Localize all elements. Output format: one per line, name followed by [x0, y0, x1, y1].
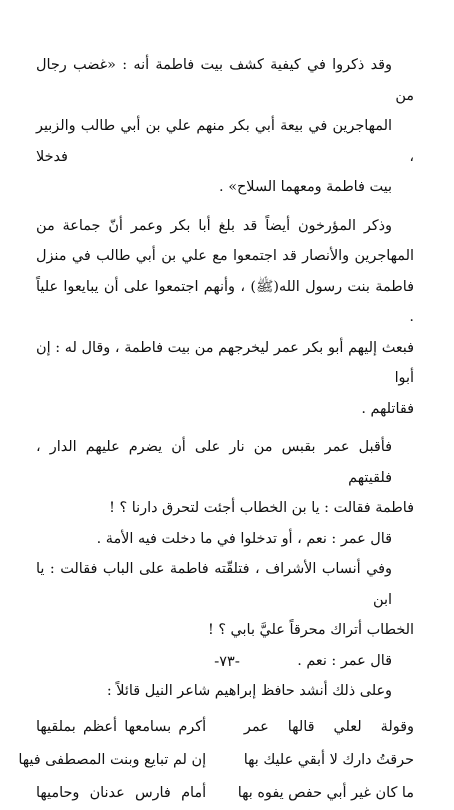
text-line: فبعث إليهم أبو بكر عمر ليخرجهم من بيت فاطمة ، وقال له : إن أبوا — [36, 339, 414, 386]
text-line: المهاجرين والأنصار قد اجتمعوا مع علي بن أبي طالب في منزل — [36, 248, 414, 264]
text-line: وفي أنساب الأشراف ، فتلقّته فاطمة على الباب فقالت : يا ابن — [36, 561, 392, 608]
paragraph-2 — [36, 211, 414, 425]
text-line: فأقبل عمر بقبس من نار على أن يضرم عليهم الدار ، فلقيتهم — [36, 439, 392, 486]
text-line: بيت فاطمة ومعهما السلاح» . — [219, 179, 392, 195]
paragraph-3 — [36, 432, 414, 524]
poem-verse — [36, 777, 414, 810]
text-line: قال عمر : نعم . — [297, 652, 392, 669]
verse-first-hemistich: حرقتُ دارك لا أبقي عليك بها — [243, 751, 414, 768]
text-line: فقاتلهم . — [361, 400, 414, 417]
poem — [18, 711, 414, 810]
paragraph-4 — [36, 524, 414, 555]
text-line: فاطمة فقالت : يا بن الخطاب أجئت لتحرق دارنا ؟ ! — [109, 500, 414, 516]
verse-first-hemistich: ما كان غير أبي حفص يفوه بها — [237, 784, 414, 801]
paragraph-5 — [36, 554, 414, 646]
text-line: فاطمة بنت رسول الله(ﷺ) ، وأنهم اجتمعوا على أن يبايعوا علياً . — [36, 278, 414, 325]
verse-second-hemistich: أمام فارس عدنان وحاميها — [36, 784, 207, 801]
text-line: وعلى ذلك أنشد حافظ إبراهيم شاعر النيل قائلاً : — [106, 683, 392, 699]
verse-second-hemistich: إن لم تبايع وبنت المصطفى فيها — [18, 751, 207, 768]
poem-verse — [36, 711, 414, 744]
text-line: الخطاب أتراك محرقاً عليَّ بابي ؟ ! — [207, 622, 414, 638]
page-number: -٧٣- — [214, 654, 240, 670]
poem-verse — [18, 744, 414, 777]
verse-second-hemistich: أكرم بسامعها أعظم بملقيها — [36, 718, 207, 735]
text-line: وقد ذكروا في كيفية كشف بيت فاطمة أنه : «غضب رجال من — [36, 57, 414, 104]
text-line: المهاجرين في بيعة أبي بكر منهم علي بن أبي طالب والزبير ، فدخلا — [36, 118, 414, 165]
text-line: قال عمر : نعم ، أو تدخلوا في ما دخلت فيه الأمة . — [96, 530, 392, 547]
paragraph-1 — [36, 50, 414, 203]
paragraph-7 — [36, 676, 414, 707]
verse-first-hemistich: وقولة لعلي قالها عمر — [243, 718, 414, 735]
text-line: وذكر المؤرخون أيضاً قد بلغ أبا بكر وعمر أنّ جماعة من — [36, 217, 392, 234]
